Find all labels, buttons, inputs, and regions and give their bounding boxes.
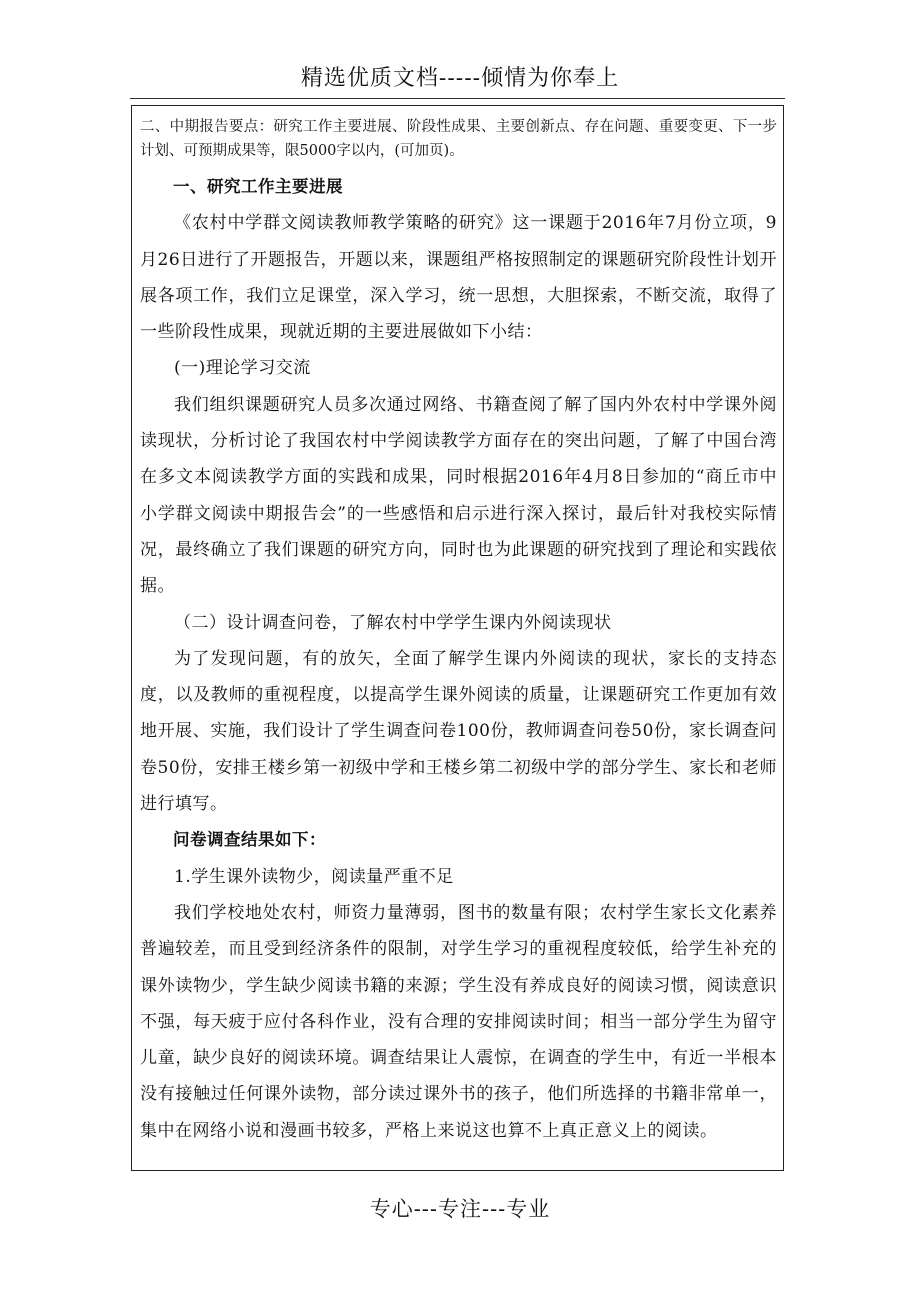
subsection-1-title: (一)理论学习交流 — [174, 358, 311, 379]
survey-results-title: 问卷调查结果如下： — [173, 830, 326, 850]
report-content-box — [131, 105, 784, 1171]
subsection-2-title: （二）设计调查问卷，了解农村中学学生课内外阅读现状 — [174, 612, 612, 633]
header-divider — [130, 98, 785, 99]
subsection-2-body: 为了发现问题，有的放矢，全面了解学生课内外阅读的现状，家长的支持态度，以及教师的重视程度，以提高学生课外阅读的质量，让课题研究工作更加有效地开展、实施，我们设计了学生调查问卷100份，教师调查问卷50份，家长调查问卷50份，安排王楼乡第一初级中学和王楼乡第二初级中学的部分学生、家长和老师进行填写。 — [140, 648, 777, 815]
finding-1-title: 1.学生课外读物少，阅读量严重不足 — [174, 866, 454, 887]
finding-1-body: 我们学校地处农村，师资力量薄弱，图书的数量有限；农村学生家长文化素养普遍较差，而且受到经济条件的限制，对学生学习的重视程度较低，给学生补充的课外读物少，学生缺少阅读书籍的来源；学生没有养成良好的阅读习惯，阅读意识不强，每天疲于应付各科作业，没有合理的安排阅读时间；相当一部分学生为留守儿童，缺少良好的阅读环境。调查结果让人震惊，在调查的学生中，有近一半根本没有接触过任何课外读物，部分读过课外书的孩子，他们所选择的书籍非常单一，集中在网络小说和漫画书较多，严格上来说这也算不上真正意义上的阅读。 — [140, 902, 777, 1141]
page-footer: 专心---专注---专业 — [369, 1197, 551, 1221]
section-title: 一、研究工作主要进展 — [173, 177, 343, 196]
subsection-1-body: 我们组织课题研究人员多次通过网络、书籍查阅了解了国内外农村中学课外阅读现状，分析讨论了我国农村中学阅读教学方面存在的突出问题，了解了中国台湾在多文本阅读教学方面的实践和成果，同时根据2016年4月8日参加的“商丘市中小学群文阅读中期报告会”的一些感悟和启示进行深入探讨，最后针对我校实际情况，最终确立了我们课题的研究方向，同时也为此课题的研究找到了理论和实践依据。 — [140, 394, 777, 597]
report-requirements: 二、中期报告要点：研究工作主要进展、阶段性成果、主要创新点、存在问题、重要变更、下一步计划、可预期成果等，限5000字以内，(可加页)。 — [140, 119, 777, 159]
page-header: 精选优质文档-----倾情为你奉上 — [300, 66, 620, 91]
intro-paragraph: 《农村中学群文阅读教师教学策略的研究》这一课题于2016年7月份立项，9月26日进行了开题报告，开题以来，课题组严格按照制定的课题研究阶段性计划开展各项工作，我们立足课堂，深入学习，统一思想，大胆探索，不断交流，取得了一些阶段性成果，现就近期的主要进展做如下小结： — [140, 213, 777, 343]
